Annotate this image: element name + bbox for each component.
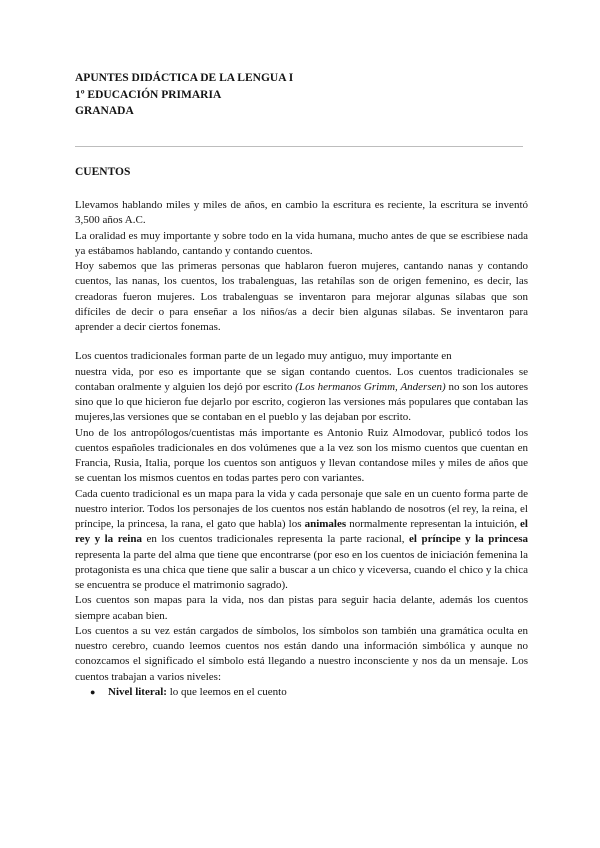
header-line-city: GRANADA [75,105,134,117]
header-line-grade: 1º EDUCACIÓN PRIMARIA [75,88,222,101]
paragraph-5: Uno de los antropólogos/cuentistas más importante es Antonio Ruiz Almodovar, publicó todos los cuentos españoles tradicionales en dos volúmenes que a la vez son los mismo cuentos que cuentan en Francia, Rusia, Italia, porque los cuentos son antiguos y llevan contandose miles y miles de años que se cuentan los mismos cuentos en todas partes pero con variantes. [75,426,528,485]
list-item-label: Nivel literal: [108,685,167,698]
paragraph-6-text-d: representa la parte del alma que tiene que encontrarse (por eso en los cuentos de iniciación femenina la protagonista es una chica que tiene que salir a buscar a un chico y viceversa, cuando el chico y la chica se encuentra se produce el matrimonio sagrado). [75,548,528,591]
paragraph-4-first-line: Los cuentos tradicionales forman parte de un legado muy antiguo, muy importante en [75,350,452,363]
paragraph-6-bold-animales: animales [304,518,347,530]
paragraph-6-text-a: Cada cuento tradicional es un mapa para la vida y cada personaje que sale en un cuento forma parte de nuestro interior. Todos los personajes de los cuentos nos están hablando de nosotros (el rey, la reina, el príncipe, la princesa, la rana, el gato que habla) los [75,487,528,530]
paragraph-6 [75,487,528,594]
list-item [75,685,528,700]
paragraph-4 [75,365,528,426]
header-line-course: APUNTES DIDÁCTICA DE LA LENGUA I [75,72,294,84]
paragraph-1: Llevamos hablando miles y miles de años, en cambio la escritura es reciente, la escritura se inventó 3,500 años A.C. [75,199,528,227]
levels-list [75,685,528,700]
document-body [75,198,528,700]
horizontal-rule [75,146,523,147]
section-title: CUENTOS [75,166,131,178]
paragraph-6-text-c: en los cuentos tradicionales representa la parte racional, [141,533,410,546]
paragraph-7: Los cuentos son mapas para la vida, nos dan pistas para seguir hacia delante, además los cuentos siempre acaban bien. [75,594,528,622]
paragraph-6-text-b: normalmente representan la intuición, [346,518,521,530]
paragraph-gap [75,335,528,349]
paragraph-6-bold-principe-princesa: el príncipe y la princesa [409,533,528,546]
paragraph-3: Hoy sabemos que las primeras personas que hablaron fueron mujeres, cantando nanas y contando cuentos, las nanas, los cuentos, los trabalenguas, las retahílas son de origen femenino, es decir, las creadoras fueron mujeres. Los trabalenguas se inventaron para mejorar algunas sílabas que son difíciles de decir o para enseñar a los niños/as a decir bien algunas sílabas. Se inventaron para aprender a decir ciertos fonemas. [75,260,528,333]
list-item-text: lo que leemos en el cuento [166,685,287,698]
paragraph-6-bold-rey-reina: el rey y la reina [75,518,528,546]
paragraph-4-italic: (Los hermanos Grimm, Andersen) [295,380,446,393]
paragraph-4-text-a: nuestra vida, por eso es importante que se sigan contando cuentos. Los cuentos tradicionales se contaban oralmente y alguien los dejó por escrito [75,365,528,393]
paragraph-4-text-b: no son los autores sino que lo que hicieron fue dejarlo por escrito, cogieron las versiones más populares que contaban las mujeres,las versiones que se contaban en el pueblo y las dejaban por escrito. [75,380,528,424]
paragraph-2: La oralidad es muy importante y sobre todo en la vida humana, mucho antes de que se escribiese nada ya estábamos hablando, cantando y contando cuentos. [75,229,528,257]
paragraph-8: Los cuentos a su vez están cargados de símbolos, los símbolos son también una gramática oculta en nuestro cerebro, cuando leemos cuentos nos están dando una información simbólica y aunque no conozcamos el significado el símbolo está llegando a nuestro inconsciente y nos da un mensaje. Los cuentos trabajan a varios niveles: [75,624,528,683]
document-header [75,70,293,120]
